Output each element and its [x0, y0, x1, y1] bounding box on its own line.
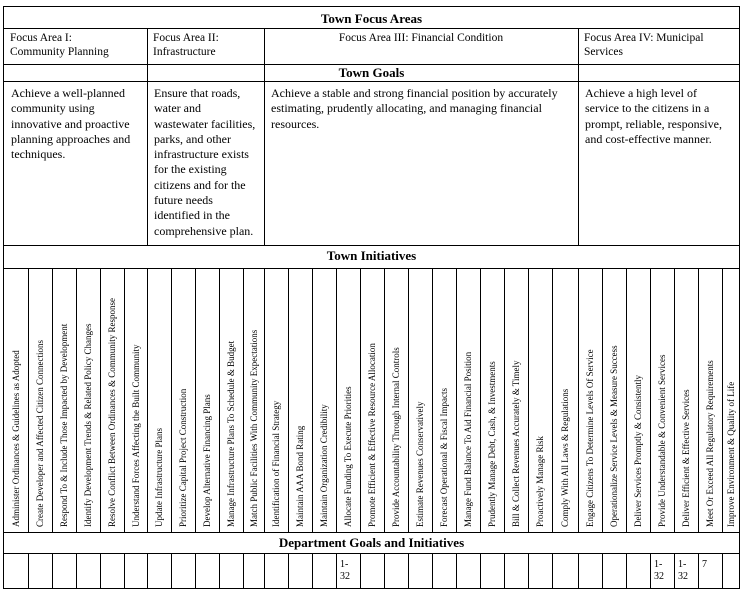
initiative-label: Estimate Revenues Conservatively	[415, 401, 425, 527]
focus-area-3: Focus Area III: Financial Condition	[338, 32, 504, 44]
goal-financial-condition: Achieve a stable and strong financial position by accurately estimating, prudently allocating, and managing financial resources.	[271, 86, 558, 131]
focus-area-2: Focus Area II: Infrastructure	[153, 32, 219, 58]
initiative-label: Forecast Operational & Fiscal Impacts	[439, 388, 449, 527]
goal-municipal-services: Achieve a high level of service to the citizens in a prompt, reliable, responsive, and cost-effective manner.	[585, 86, 722, 146]
initiative-label: Deliver Services Promptly & Consistently	[633, 375, 643, 527]
dept-value: 1- 32	[654, 559, 664, 582]
initiatives-row	[4, 269, 739, 532]
goal-community-planning: Achieve a well-planned community using innovative and proactive planning approaches and techniques.	[11, 86, 131, 162]
dept-value: 1- 32	[678, 559, 688, 582]
dept-value: 7	[702, 559, 707, 570]
initiative-label: Meet Or Exceed All Regulatory Requirements	[705, 360, 715, 527]
goal-infrastructure: Ensure that roads, water and wastewater facilities, parks, and other infrastructure exists for the existing citizens and for the future needs identified in the comprehensive plan.	[154, 86, 256, 238]
dept-values-row	[4, 554, 739, 588]
initiative-label: Prioritize Capital Project Construction	[178, 388, 188, 527]
initiative-label: Engage Citizens To Determine Levels Of Service	[585, 349, 595, 527]
town-focus-areas-table	[3, 6, 740, 589]
initiative-label: Bill & Collect Revenues Accurately & Timely	[511, 360, 521, 527]
initiative-label: Administer Ordinances & Guidelines as Adopted	[11, 350, 21, 527]
initiative-label: Proactively Manage Risk	[535, 436, 545, 527]
initiative-label: Respond To & Include Those Impacted by Development	[59, 323, 69, 527]
focus-area-4: Focus Area IV: Municipal Services	[584, 32, 704, 58]
initiative-label: Provide Understandable & Convenient Services	[657, 354, 667, 527]
initiative-label: Identify Development Trends & Related Policy Changes	[83, 323, 93, 527]
initiative-label: Match Public Facilities With Community Expectations	[249, 329, 259, 527]
goals-title: Town Goals	[338, 65, 405, 80]
initiative-label: Manage Fund Balance To Aid Financial Position	[463, 351, 473, 527]
initiative-label: Allocate Funding To Execute Priorities	[343, 386, 353, 527]
initiative-label: Deliver Efficient & Effective Services	[681, 389, 691, 527]
initiative-label: Promote Efficient & Effective Resource Allocation	[367, 343, 377, 527]
initiatives-title: Town Initiatives	[326, 248, 417, 263]
focus-area-1: Focus Area I: Community Planning	[10, 32, 109, 58]
initiative-label: Update Infrastructure Plans	[154, 428, 164, 527]
initiative-label: Maintain AAA Bond Rating	[295, 425, 305, 527]
initiative-label: Improve Environment & Quality of Life	[726, 381, 736, 527]
initiative-label: Create Developer and Affected Citizen Connections	[35, 339, 45, 527]
initiative-label: Provide Accountability Through Internal Controls	[391, 347, 401, 527]
dept-goals-title: Department Goals and Initiatives	[278, 535, 465, 550]
dept-value: 1- 32	[340, 559, 350, 582]
initiative-label: Resolve Conflict Between Ordinances & Community Response	[107, 298, 117, 527]
initiative-label: Comply With All Laws & Regulations	[560, 388, 570, 527]
initiative-label: Identification of Financial Strategy	[271, 400, 281, 527]
initiative-label: Understand Forces Affecting the Built Community	[131, 344, 141, 527]
table-title: Town Focus Areas	[320, 11, 423, 26]
initiative-label: Prudently Manage Debt, Cash, & Investments	[487, 361, 497, 527]
initiative-label: Operationalize Service Levels & Measure Success	[609, 345, 619, 527]
initiative-label: Manage Infrastructure Plans To Schedule & Budget	[226, 340, 236, 527]
initiative-label: Develop Alternative Financing Plans	[202, 394, 212, 527]
initiative-label: Maintain Organization Credibility	[319, 404, 329, 527]
